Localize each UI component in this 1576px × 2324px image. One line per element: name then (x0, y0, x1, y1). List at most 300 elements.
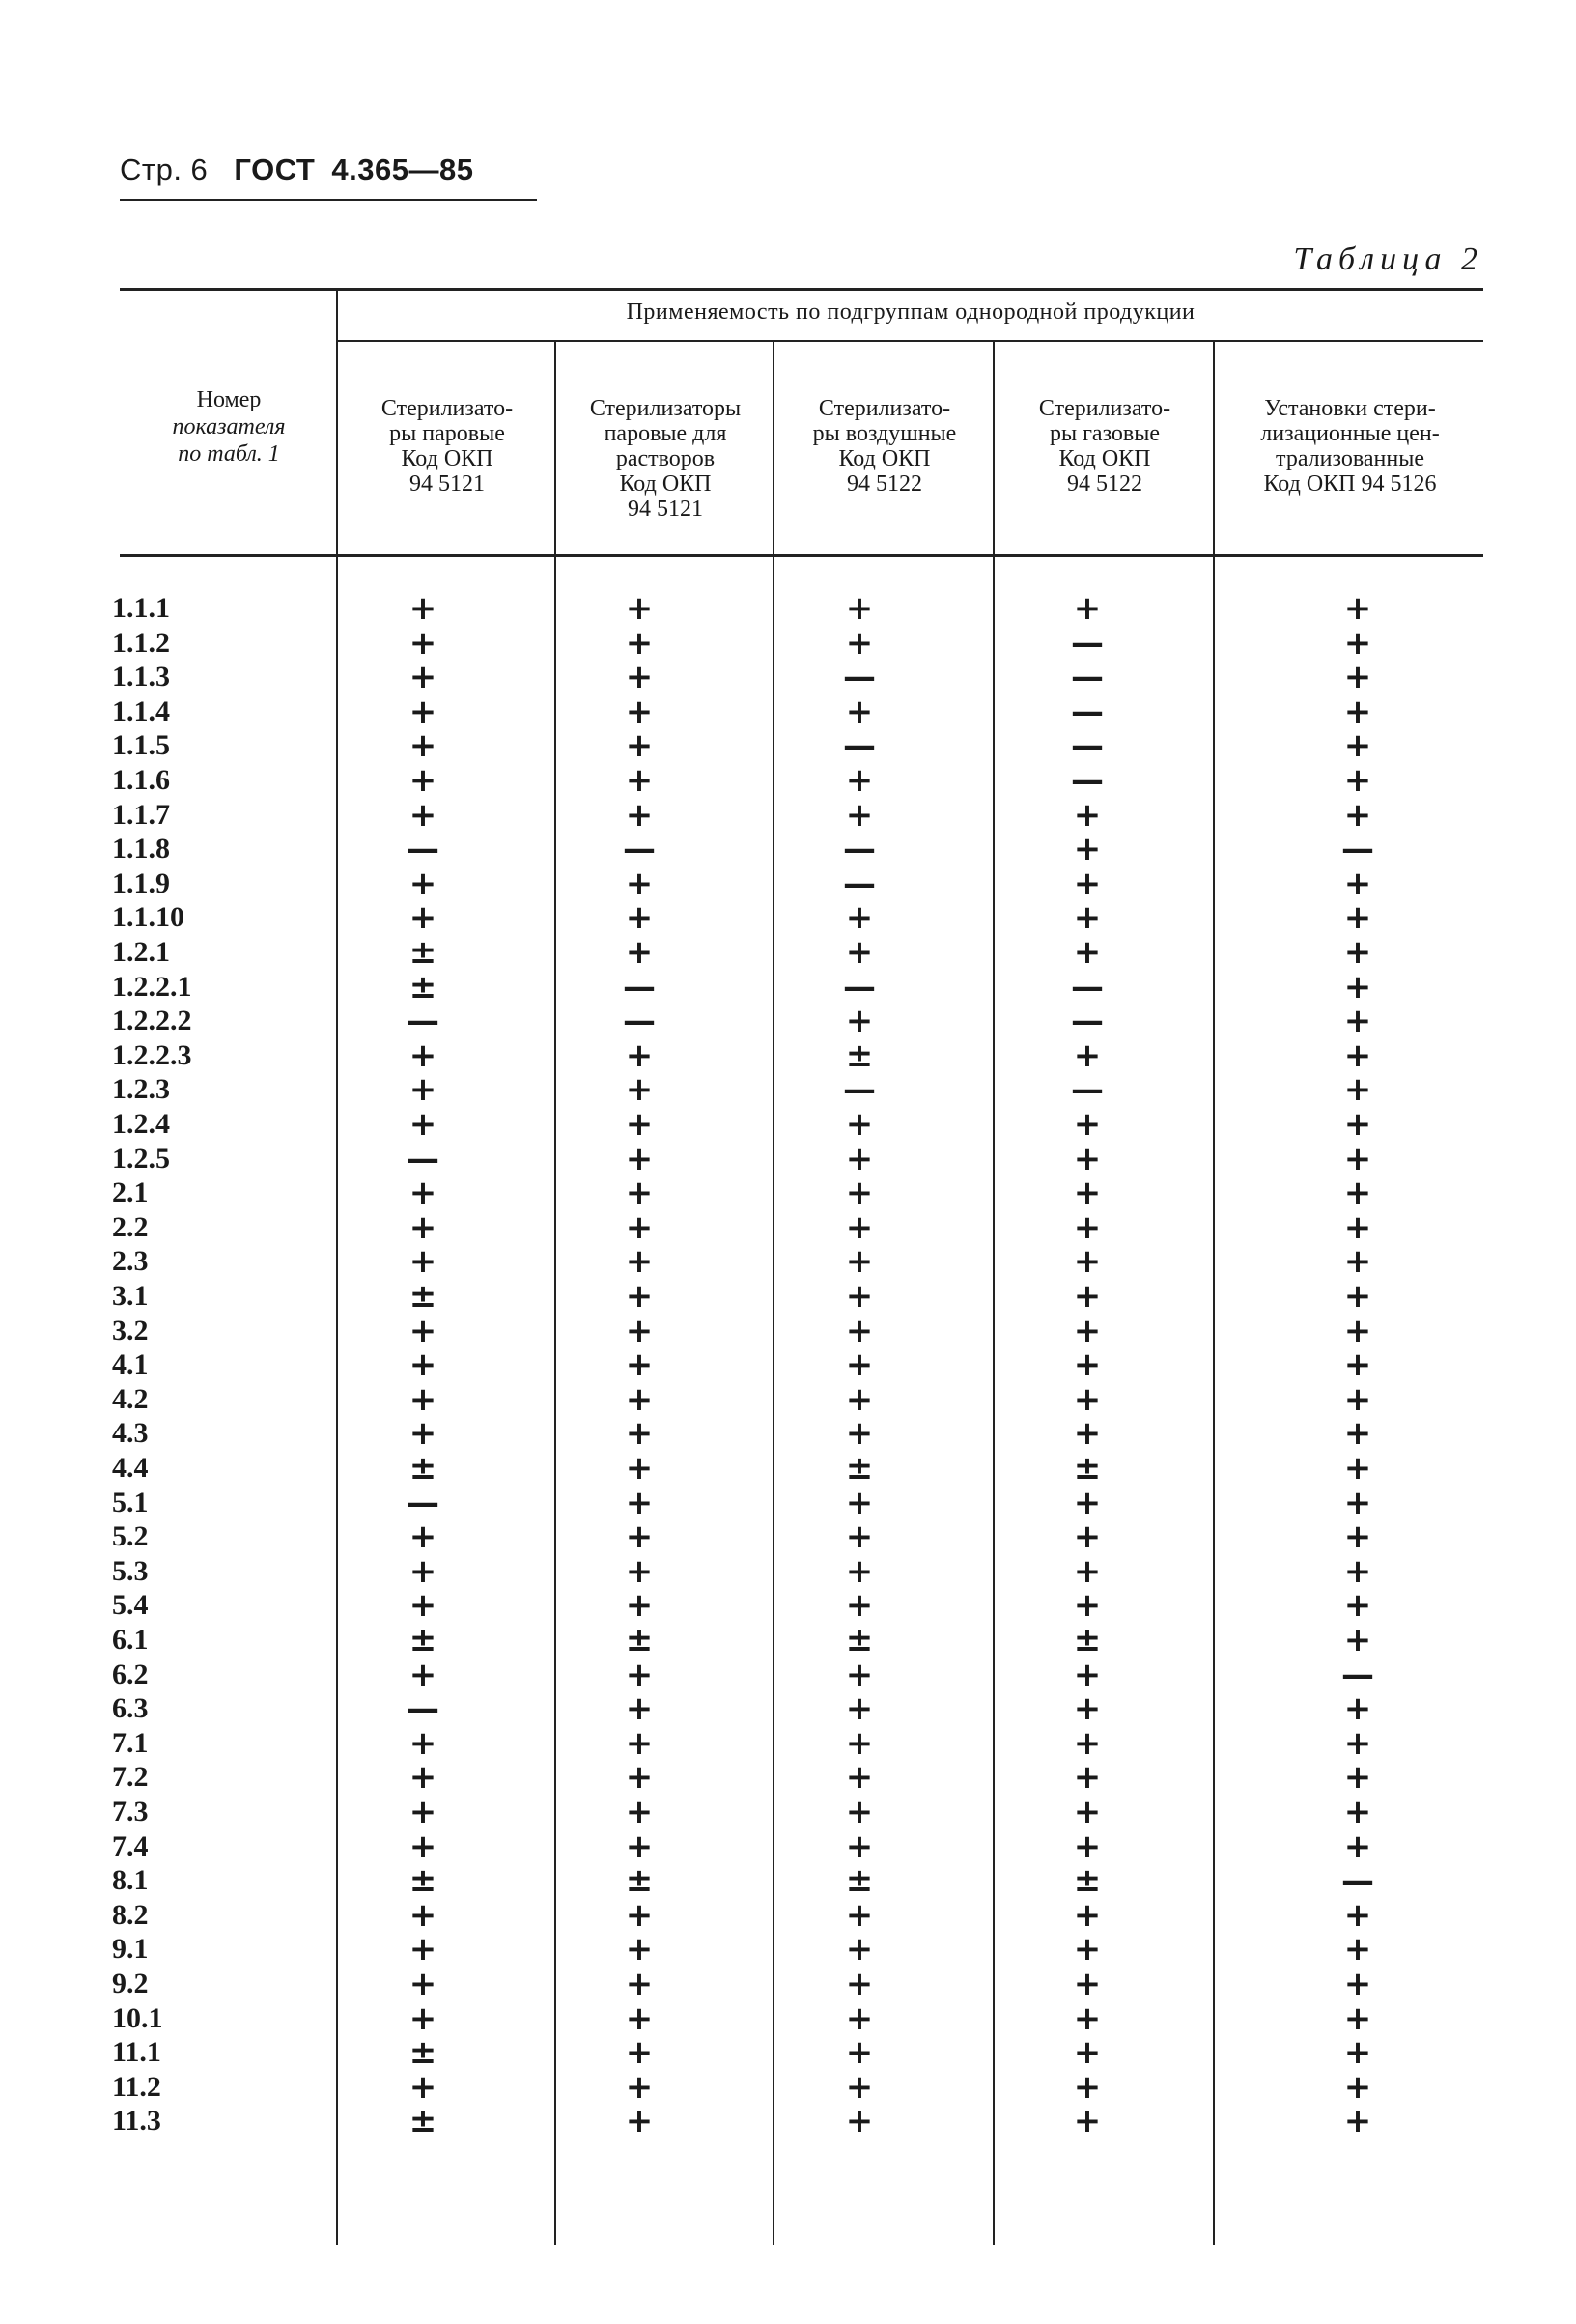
applicability-mark: + (1073, 1723, 1102, 1763)
column-divider (554, 342, 556, 2245)
applicability-mark: + (1073, 1965, 1102, 2003)
row-number: 1.2.2.3 (112, 1038, 192, 1071)
applicability-mark: + (625, 2033, 654, 2073)
applicability-mark: + (408, 1070, 437, 1110)
applicability-mark: + (845, 1414, 874, 1454)
applicability-mark: + (625, 1346, 654, 1385)
applicability-mark: ± (408, 2033, 437, 2073)
applicability-mark: — (407, 1689, 439, 1729)
row-number: 1.1.9 (112, 866, 170, 899)
column-header-line: трализованные (1276, 446, 1424, 471)
applicability-mark: + (1343, 1414, 1372, 1454)
applicability-mark: + (1343, 692, 1372, 731)
row-number: 6.1 (112, 1624, 149, 1656)
applicability-mark: + (1073, 1758, 1102, 1798)
applicability-mark: — (1071, 1070, 1104, 1110)
applicability-mark: + (625, 1723, 654, 1763)
applicability-mark: + (845, 2102, 874, 2141)
applicability-mark: + (408, 1930, 437, 1970)
applicability-mark: + (1343, 1793, 1372, 1831)
applicability-mark: + (1343, 2102, 1372, 2141)
applicability-mark: + (1343, 1379, 1372, 1419)
applicability-mark: + (1343, 1449, 1372, 1488)
applicability-mark: + (1073, 1035, 1102, 1075)
applicability-mark: + (408, 1655, 437, 1694)
applicability-mark: — (843, 1070, 876, 1110)
applicability-mark: + (1073, 1105, 1102, 1144)
applicability-mark: + (845, 1586, 874, 1626)
applicability-mark: — (1341, 1655, 1374, 1694)
applicability-mark: + (408, 1965, 437, 2003)
applicability-mark: ± (625, 1621, 654, 1659)
applicability-mark: + (1343, 1070, 1372, 1110)
applicability-mark: + (845, 692, 874, 731)
applicability-mark: + (625, 1517, 654, 1557)
applicability-mark: + (1073, 1483, 1102, 1522)
applicability-mark: + (408, 1723, 437, 1763)
column-header-line: 94 5122 (847, 471, 922, 496)
applicability-mark: + (1343, 1174, 1372, 1213)
column-divider (993, 342, 995, 2245)
applicability-mark: — (1071, 967, 1104, 1006)
applicability-mark: ± (845, 1449, 874, 1488)
applicability-mark: + (625, 589, 654, 628)
applicability-mark: + (845, 1965, 874, 2003)
applicability-mark: + (1343, 623, 1372, 663)
page-header (120, 153, 473, 187)
applicability-mark: + (845, 1105, 874, 1144)
applicability-mark: — (407, 830, 439, 869)
applicability-mark: — (1071, 623, 1104, 663)
applicability-mark: ± (408, 1621, 437, 1659)
column-header (558, 396, 773, 522)
applicability-mark: + (1343, 761, 1372, 800)
applicability-mark: + (408, 1414, 437, 1454)
applicability-mark: + (408, 795, 437, 835)
applicability-mark: + (625, 1551, 654, 1591)
applicability-mark: + (408, 2067, 437, 2107)
applicability-mark: + (845, 1723, 874, 1763)
applicability-mark: + (1073, 1379, 1102, 1419)
applicability-mark: + (1073, 1793, 1102, 1831)
applicability-mark: + (1343, 1551, 1372, 1591)
applicability-mark: + (408, 1758, 437, 1798)
column-header-line: Код ОКП (619, 471, 712, 496)
applicability-mark: + (1073, 1139, 1102, 1178)
row-number: 1.1.1 (112, 592, 170, 624)
applicability-mark: + (625, 623, 654, 663)
applicability-mark: — (1071, 1002, 1104, 1041)
applicability-mark: — (407, 1002, 439, 1041)
group-header: Применяемость по подгруппам однородной продукции (626, 299, 1196, 325)
applicability-mark: + (1073, 1311, 1102, 1350)
group-header-rule (338, 340, 1483, 342)
applicability-mark: — (623, 830, 656, 869)
column-header-line: ры паровые (389, 421, 505, 446)
applicability-mark: + (1073, 1827, 1102, 1866)
applicability-mark: + (845, 589, 874, 628)
row-number: 1.2.3 (112, 1073, 170, 1106)
applicability-mark: ± (625, 1861, 654, 1901)
applicability-mark: + (625, 1414, 654, 1454)
applicability-mark: + (625, 1139, 654, 1178)
applicability-mark: ± (408, 2102, 437, 2141)
applicability-mark: — (407, 1483, 439, 1522)
row-number: 4.2 (112, 1382, 149, 1415)
applicability-mark: — (1341, 1861, 1374, 1901)
row-header-line: по табл. 1 (178, 441, 280, 467)
applicability-mark: + (1343, 1139, 1372, 1178)
column-header-line: ры воздушные (812, 421, 957, 446)
applicability-mark: + (845, 1758, 874, 1798)
applicability-mark: + (1073, 1242, 1102, 1282)
applicability-mark: + (1073, 2067, 1102, 2107)
table-label: Таблица 2 (1293, 241, 1483, 277)
applicability-mark: + (625, 1311, 654, 1350)
applicability-mark: + (1073, 1277, 1102, 1316)
applicability-mark: + (625, 1174, 654, 1213)
applicability-mark: + (1343, 1207, 1372, 1247)
column-header-line: Установки стери- (1264, 396, 1436, 421)
applicability-mark: + (845, 1551, 874, 1591)
applicability-mark: + (1073, 1895, 1102, 1935)
applicability-mark: + (1073, 589, 1102, 628)
header-bottom-rule (120, 554, 1483, 557)
applicability-mark: + (625, 1689, 654, 1729)
applicability-mark: + (845, 2067, 874, 2107)
applicability-mark: + (1343, 1483, 1372, 1522)
column-divider (773, 342, 774, 2245)
applicability-mark: + (1073, 795, 1102, 835)
applicability-mark: + (625, 1277, 654, 1316)
applicability-mark: + (1343, 1965, 1372, 2003)
applicability-mark: + (408, 1517, 437, 1557)
applicability-mark: + (408, 1895, 437, 1935)
applicability-mark: + (1343, 1621, 1372, 1659)
applicability-mark: + (408, 1174, 437, 1213)
applicability-mark: + (1073, 1207, 1102, 1247)
applicability-mark: + (1343, 1277, 1372, 1316)
applicability-mark: + (408, 1586, 437, 1626)
applicability-mark: + (1343, 967, 1372, 1006)
row-number: 11.1 (112, 2036, 161, 2069)
row-number: 1.1.4 (112, 694, 170, 727)
applicability-mark: + (1343, 1242, 1372, 1282)
column-header-line: 94 5121 (628, 496, 703, 522)
column-header-line: ры газовые (1049, 421, 1161, 446)
applicability-mark: + (1343, 1035, 1372, 1075)
applicability-mark: + (408, 1035, 437, 1075)
applicability-mark: + (1343, 1930, 1372, 1970)
applicability-mark: + (408, 864, 437, 903)
applicability-mark: + (1073, 830, 1102, 869)
applicability-mark: + (1073, 1414, 1102, 1454)
applicability-mark: + (408, 589, 437, 628)
applicability-mark: + (1343, 1105, 1372, 1144)
applicability-mark: + (625, 1207, 654, 1247)
applicability-mark: + (625, 1655, 654, 1694)
applicability-mark: + (408, 1551, 437, 1591)
applicability-mark: + (408, 726, 437, 766)
applicability-mark: + (1343, 1758, 1372, 1798)
applicability-mark: + (845, 1002, 874, 1041)
applicability-mark: + (625, 761, 654, 800)
applicability-mark: + (845, 898, 874, 938)
row-number: 1.2.4 (112, 1108, 170, 1140)
applicability-mark: + (408, 658, 437, 697)
applicability-mark: ± (1073, 1449, 1102, 1488)
applicability-mark: + (1343, 1586, 1372, 1626)
column-header-line: лизационные цен- (1260, 421, 1440, 446)
column-header-line: растворов (615, 446, 716, 471)
applicability-mark: + (1073, 1689, 1102, 1729)
row-number: 2.3 (112, 1245, 149, 1278)
applicability-mark: + (845, 1483, 874, 1522)
applicability-mark: + (845, 1379, 874, 1419)
applicability-mark: + (408, 898, 437, 938)
row-number: 1.2.2.1 (112, 970, 192, 1003)
applicability-mark: + (408, 692, 437, 731)
row-number: 1.1.2 (112, 626, 170, 659)
applicability-mark: + (1073, 1655, 1102, 1694)
row-header-line: Номер (196, 387, 262, 412)
applicability-mark: + (408, 1827, 437, 1866)
row-number: 4.4 (112, 1452, 149, 1484)
column-header-line: Код ОКП (838, 446, 931, 471)
applicability-mark: + (625, 795, 654, 835)
applicability-mark: + (408, 623, 437, 663)
applicability-mark: ± (408, 933, 437, 972)
standard-name: ГОСТ (234, 153, 316, 186)
applicability-mark: + (625, 1105, 654, 1144)
column-header-line: Стерилизато- (1038, 396, 1171, 421)
applicability-mark: — (843, 864, 876, 903)
applicability-mark: — (843, 967, 876, 1006)
applicability-mark: ± (845, 1621, 874, 1659)
applicability-mark: + (408, 1998, 437, 2038)
row-number: 1.1.3 (112, 661, 170, 694)
applicability-mark: + (845, 1517, 874, 1557)
applicability-mark: + (625, 1965, 654, 2003)
applicability-mark: + (845, 1346, 874, 1385)
applicability-mark: + (1073, 864, 1102, 903)
applicability-mark: + (625, 1758, 654, 1798)
applicability-mark: + (845, 1793, 874, 1831)
row-number: 3.2 (112, 1314, 149, 1346)
applicability-mark: + (1073, 1174, 1102, 1213)
applicability-mark: + (845, 1655, 874, 1694)
applicability-mark: — (1071, 658, 1104, 697)
row-number: 7.2 (112, 1761, 149, 1794)
applicability-mark: + (1073, 2102, 1102, 2141)
row-number: 4.1 (112, 1348, 149, 1381)
applicability-mark: + (1343, 1346, 1372, 1385)
applicability-mark: + (625, 1035, 654, 1075)
applicability-mark: + (625, 1930, 654, 1970)
applicability-mark: + (1343, 589, 1372, 628)
applicability-mark: + (1343, 1895, 1372, 1935)
applicability-mark: + (625, 933, 654, 972)
applicability-mark: + (1343, 1002, 1372, 1041)
row-number: 8.2 (112, 1898, 149, 1931)
applicability-mark: + (408, 1207, 437, 1247)
row-number: 1.2.1 (112, 936, 170, 968)
row-number: 9.2 (112, 1968, 149, 1999)
applicability-mark: + (625, 1070, 654, 1110)
column-header (340, 396, 554, 496)
row-number: 8.1 (112, 1864, 149, 1897)
applicability-mark: + (625, 898, 654, 938)
applicability-mark: + (1073, 2033, 1102, 2073)
applicability-mark: + (845, 623, 874, 663)
row-header (122, 386, 336, 468)
row-number: 1.1.5 (112, 729, 170, 762)
applicability-mark: + (845, 761, 874, 800)
row-number: 11.2 (112, 2070, 161, 2103)
applicability-mark: + (625, 1586, 654, 1626)
applicability-mark: + (845, 1242, 874, 1282)
applicability-mark: — (1071, 761, 1104, 800)
applicability-mark: + (1343, 726, 1372, 766)
column-header-line: 94 5122 (1067, 471, 1142, 496)
applicability-mark: — (623, 967, 656, 1006)
row-number: 7.1 (112, 1726, 149, 1759)
applicability-mark: + (845, 1827, 874, 1866)
row-number: 2.1 (112, 1176, 149, 1209)
applicability-mark: — (1341, 830, 1374, 869)
row-header-line: показателя (172, 414, 286, 439)
column-header-line: Стерилизато- (818, 396, 951, 421)
column-header (997, 396, 1213, 496)
column-divider (336, 290, 338, 2245)
applicability-mark: + (1343, 2067, 1372, 2107)
applicability-mark: + (625, 692, 654, 731)
row-number: 5.2 (112, 1520, 149, 1553)
applicability-mark: + (408, 1379, 437, 1419)
row-number: 4.3 (112, 1417, 149, 1450)
applicability-mark: + (625, 1793, 654, 1831)
column-header-line: паровые для (604, 421, 727, 446)
applicability-mark: + (1073, 1551, 1102, 1591)
row-number: 1.1.10 (112, 901, 184, 934)
applicability-mark: + (1343, 1827, 1372, 1866)
row-number: 1.1.6 (112, 764, 170, 796)
applicability-mark: + (408, 1346, 437, 1385)
applicability-mark: + (625, 1242, 654, 1282)
applicability-mark: + (1343, 1689, 1372, 1729)
row-number: 7.3 (112, 1796, 149, 1828)
applicability-mark: — (623, 1002, 656, 1041)
applicability-mark: — (843, 830, 876, 869)
column-divider (1213, 342, 1215, 2245)
column-header-line: Стерилизаторы (589, 396, 742, 421)
applicability-mark: + (1343, 1723, 1372, 1763)
applicability-mark: ± (408, 1277, 437, 1316)
applicability-mark: ± (408, 1861, 437, 1901)
applicability-mark: + (408, 761, 437, 800)
applicability-mark: + (845, 1207, 874, 1247)
column-header-line: Стерилизато- (380, 396, 514, 421)
applicability-mark: + (625, 2067, 654, 2107)
applicability-mark: + (625, 726, 654, 766)
row-number: 10.1 (112, 2001, 163, 2034)
applicability-mark: + (1343, 658, 1372, 697)
applicability-mark: + (625, 1449, 654, 1488)
applicability-mark: + (1073, 933, 1102, 972)
row-number: 1.1.8 (112, 833, 170, 865)
applicability-mark: + (1073, 1517, 1102, 1557)
applicability-mark: — (843, 726, 876, 766)
applicability-mark: + (845, 1895, 874, 1935)
row-number: 9.1 (112, 1933, 149, 1966)
applicability-mark: + (1073, 1930, 1102, 1970)
applicability-mark: + (408, 1793, 437, 1831)
column-header-line: Код ОКП (1058, 446, 1151, 471)
applicability-mark: + (1343, 898, 1372, 938)
row-number: 6.2 (112, 1658, 149, 1690)
column-header-line: 94 5121 (409, 471, 485, 496)
applicability-mark: + (845, 1930, 874, 1970)
row-number: 7.4 (112, 1829, 149, 1862)
applicability-mark: ± (1073, 1621, 1102, 1659)
applicability-mark: + (625, 864, 654, 903)
applicability-mark: — (843, 658, 876, 697)
applicability-mark: + (625, 1483, 654, 1522)
row-number: 5.4 (112, 1589, 149, 1622)
header-rule (120, 199, 537, 201)
row-number: 6.3 (112, 1692, 149, 1725)
applicability-mark: ± (408, 1449, 437, 1488)
applicability-mark: + (1073, 1346, 1102, 1385)
applicability-mark: + (625, 2102, 654, 2141)
applicability-mark: + (845, 933, 874, 972)
row-number: 1.2.5 (112, 1142, 170, 1175)
applicability-mark: — (407, 1139, 439, 1178)
row-number: 2.2 (112, 1210, 149, 1243)
applicability-mark: ± (845, 1861, 874, 1901)
applicability-mark: + (625, 658, 654, 697)
applicability-mark: + (1073, 1586, 1102, 1626)
applicability-mark: + (1073, 898, 1102, 938)
applicability-mark: + (625, 1827, 654, 1866)
row-number: 5.1 (112, 1486, 149, 1518)
row-number: 11.3 (112, 2105, 161, 2138)
row-number: 1.1.7 (112, 798, 170, 831)
applicability-mark: + (625, 1379, 654, 1419)
applicability-mark: + (845, 1689, 874, 1729)
standard-number: 4.365—85 (331, 153, 474, 186)
applicability-mark: — (1071, 692, 1104, 731)
applicability-mark: + (408, 1311, 437, 1350)
applicability-mark: + (408, 1242, 437, 1282)
applicability-mark: + (1343, 1998, 1372, 2038)
row-number: 3.1 (112, 1280, 149, 1312)
row-number: 1.2.2.2 (112, 1005, 192, 1037)
applicability-mark: + (1073, 1998, 1102, 2038)
applicability-mark: + (845, 2033, 874, 2073)
applicability-mark: + (1343, 1517, 1372, 1557)
applicability-mark: + (845, 795, 874, 835)
page-number: Стр. 6 (120, 153, 209, 186)
applicability-mark: + (408, 1105, 437, 1144)
applicability-mark: + (625, 1895, 654, 1935)
applicability-mark: + (845, 1311, 874, 1350)
column-header-line: Код ОКП 94 5126 (1263, 471, 1437, 496)
applicability-mark: — (1071, 726, 1104, 766)
applicability-mark: + (845, 1139, 874, 1178)
column-header (776, 396, 993, 496)
applicability-mark: + (1343, 2033, 1372, 2073)
